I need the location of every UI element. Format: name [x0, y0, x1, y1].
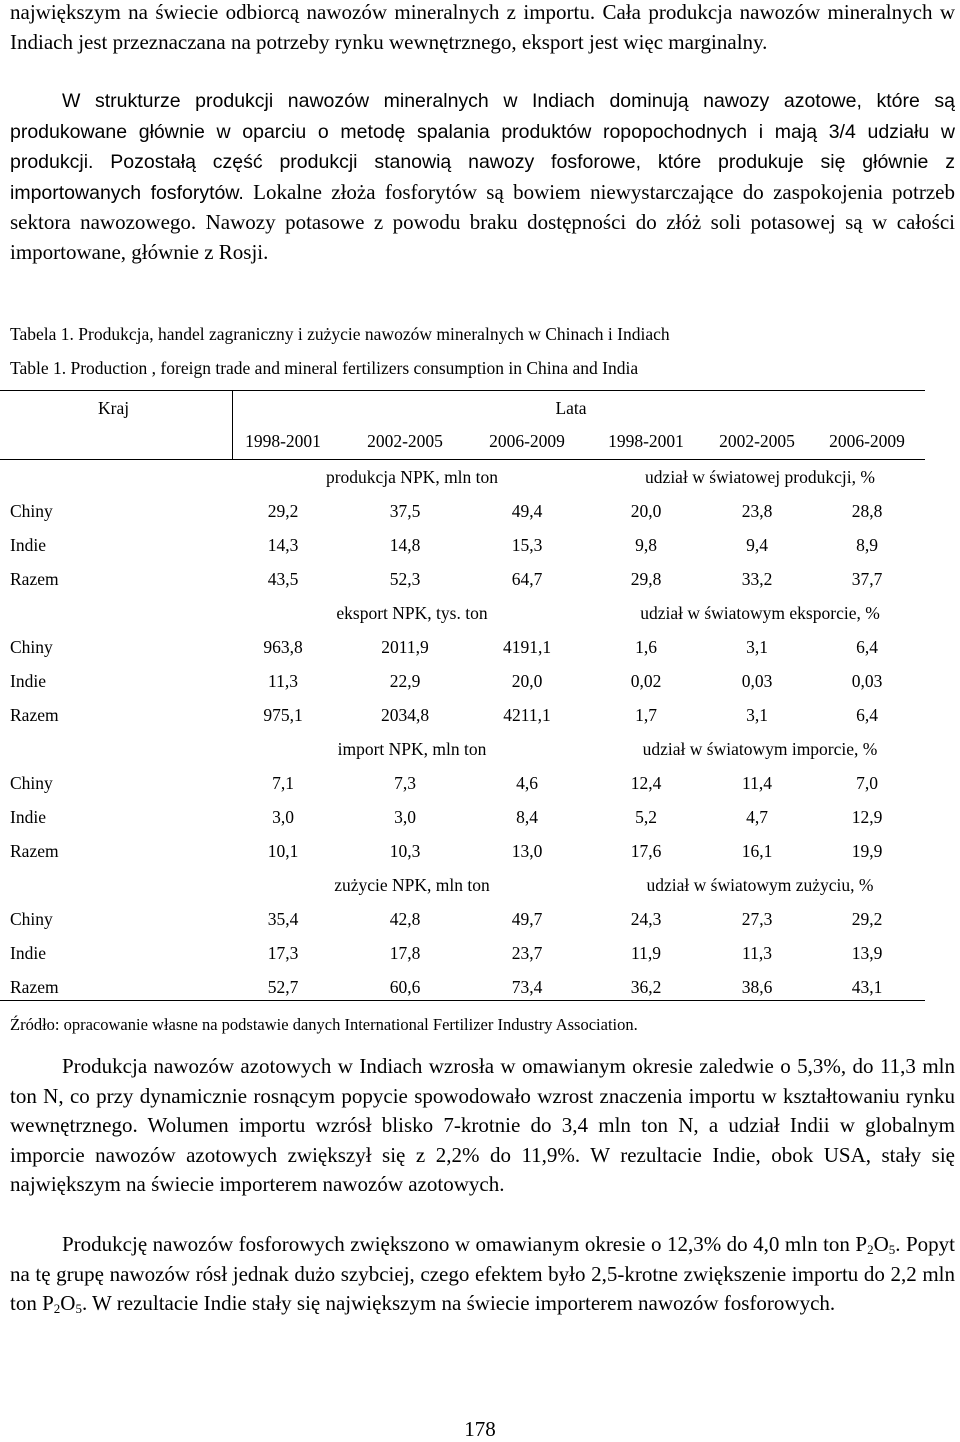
- table-cell: 2034,8: [380, 705, 430, 725]
- table-cell: 10,1: [267, 841, 299, 861]
- phosphorus-text-b: O: [873, 1232, 889, 1256]
- header-kraj: Kraj: [98, 398, 130, 418]
- row-country: Razem: [10, 977, 59, 997]
- table-cell: 23,8: [741, 501, 773, 521]
- header-period: 1998-2001: [608, 431, 684, 451]
- table-cell: 37,7: [851, 569, 883, 589]
- section-label-right: udział w światowym eksporcie, %: [640, 603, 880, 623]
- paragraph-structure-part3: Lokalne złoża fosforytów są bowiem niewystarczające do zaspokojenia potrzeb sektora nawozowego. Nawozy potasowe z powodu braku dostępności do złóż soli potasowej są w całości importowane, głównie z Rosji.: [10, 179, 955, 264]
- header-lata: Lata: [555, 398, 587, 418]
- phosphorus-text-e: . W rezultacie Indie stały się największym na świecie importerem nawozów fosforowych.: [81, 1291, 836, 1315]
- table-cell: 14,8: [389, 535, 421, 555]
- row-country: Indie: [10, 807, 46, 827]
- header-period: 2006-2009: [489, 431, 565, 451]
- row-country: Indie: [10, 671, 46, 691]
- table-column-divider: [232, 390, 233, 459]
- table-cell: 12,4: [630, 773, 662, 793]
- table-cell: 60,6: [389, 977, 421, 997]
- row-country: Chiny: [10, 773, 53, 793]
- table-cell: 17,3: [267, 943, 299, 963]
- table-cell: 35,4: [267, 909, 299, 929]
- table-cell: 963,8: [263, 637, 303, 657]
- table-cell: 0,02: [630, 671, 662, 691]
- subscript: 5: [75, 1301, 82, 1316]
- header-period: 1998-2001: [245, 431, 321, 451]
- table-cell: 14,3: [267, 535, 299, 555]
- paragraph-structure-part2: Pozostałą część produkcji stanowią nawozy fosforowe, które produkuje się głównie z importowanych fosforytów.: [10, 151, 955, 204]
- table-cell: 1,6: [635, 637, 657, 657]
- table-cell: 3,1: [746, 705, 768, 725]
- table-cell: 52,3: [389, 569, 421, 589]
- paragraph-nitrogen: Produkcja nawozów azotowych w Indiach wzrosła w omawianym okresie zaledwie o 5,3%, do 11,3 mln ton N, co przy dynamicznie rosnącym popycie spowodowało wzrost znaczenia importu w kształtowaniu rynku wewnętrznego. Wolumen importu wzrósł blisko 7-krotnie do 3,4 mln ton N, a udział Indii w globalnym imporcie nawozów azotowych zwiększył się z 2,2% do 11,9%. W rezultacie Indie, obok USA, stały się największym na świecie importerem nawozów azotowych.: [10, 1054, 955, 1196]
- phosphorus-text-c: . Popyt na tę grupę nawozów rósł jednak dużo szybciej, czego efektem było 2,5-krotne zwiększenie importu do 2,2 mln ton P: [10, 1232, 956, 1315]
- paragraph-structure: [10, 86, 955, 267]
- table-cell: 1,7: [635, 705, 657, 725]
- table-cell: 17,6: [630, 841, 662, 861]
- table-cell: 28,8: [851, 501, 883, 521]
- table-cell: 9,4: [746, 535, 768, 555]
- table-cell: 0,03: [851, 671, 883, 691]
- table-cell: 11,3: [742, 943, 772, 963]
- header-period: 2006-2009: [829, 431, 905, 451]
- table-cell: 4191,1: [502, 637, 552, 657]
- table-cell: 16,1: [741, 841, 773, 861]
- table-top-rule: [0, 390, 925, 391]
- table-cell: 20,0: [630, 501, 662, 521]
- table-cell: 13,9: [851, 943, 883, 963]
- table-cell: 17,8: [389, 943, 421, 963]
- table-source-note: Źródło: opracowanie własne na podstawie danych International Fertilizer Industry Association.: [10, 1015, 638, 1034]
- table-cell: 27,3: [741, 909, 773, 929]
- subscript: 2: [53, 1301, 61, 1316]
- table-cell: 42,8: [389, 909, 421, 929]
- table-cell: 10,3: [389, 841, 421, 861]
- table-cell: 0,03: [741, 671, 773, 691]
- table-cell: 43,1: [851, 977, 883, 997]
- table-cell: 7,0: [856, 773, 878, 793]
- table-cell: 7,3: [394, 773, 416, 793]
- subscript: 2: [867, 1242, 874, 1257]
- phosphorus-text-a: Produkcję nawozów fosforowych zwiększono w omawianym okresie o 12,3% do 4,0 mln ton P: [62, 1232, 868, 1256]
- table-header-rule: [0, 459, 925, 460]
- table-cell: 22,9: [389, 671, 421, 691]
- section-label-left: eksport NPK, tys. ton: [336, 603, 488, 623]
- table-cell: 4211,1: [503, 705, 551, 725]
- table-cell: 11,4: [742, 773, 772, 793]
- row-country: Razem: [10, 841, 59, 861]
- table-cell: 49,4: [511, 501, 543, 521]
- table-cell: 33,2: [741, 569, 773, 589]
- section-label-right: udział w światowym imporcie, %: [642, 739, 878, 759]
- section-label-left: import NPK, mln ton: [337, 739, 487, 759]
- section-label-left: produkcja NPK, mln ton: [325, 467, 499, 487]
- table-cell: 4,6: [516, 773, 538, 793]
- table-cell: 36,2: [630, 977, 662, 997]
- table-cell: 5,2: [635, 807, 657, 827]
- row-country: Indie: [10, 535, 46, 555]
- paragraph-phosphorus: [10, 1230, 955, 1319]
- table-cell: 20,0: [511, 671, 543, 691]
- table-cell: 64,7: [511, 569, 543, 589]
- table-cell: 29,2: [267, 501, 299, 521]
- table-bottom-rule: [0, 1000, 925, 1001]
- table-cell: 37,5: [389, 501, 421, 521]
- phosphorus-text-d: O: [60, 1291, 76, 1315]
- row-country: Razem: [10, 569, 59, 589]
- table-cell: 15,3: [511, 535, 543, 555]
- table-cell: 3,1: [746, 637, 768, 657]
- table-cell: 6,4: [856, 705, 878, 725]
- table-cell: 29,2: [851, 909, 883, 929]
- table-cell: 38,6: [741, 977, 773, 997]
- table-cell: 975,1: [263, 705, 303, 725]
- table-cell: 3,0: [394, 807, 416, 827]
- table-cell: 12,9: [851, 807, 883, 827]
- table-cell: 4,7: [746, 807, 768, 827]
- paragraph-intro: największym na świecie odbiorcą nawozów mineralnych z importu. Cała produkcja nawozów mineralnych w Indiach jest przeznaczana na potrzeby rynku wewnętrznego, eksport jest więc marginalny.: [10, 0, 955, 54]
- table-cell: 9,8: [635, 535, 657, 555]
- row-country: Chiny: [10, 637, 53, 657]
- table-cell: 7,1: [272, 773, 294, 793]
- table-cell: 49,7: [511, 909, 543, 929]
- table-cell: 8,4: [516, 807, 538, 827]
- table-cell: 2011,9: [381, 637, 429, 657]
- table-cell: 6,4: [856, 637, 878, 657]
- row-country: Razem: [10, 705, 59, 725]
- paragraph-structure-part1: W strukturze produkcji nawozów mineralnych w Indiach dominują nawozy azotowe, które są produkowane głównie w oparciu o metodę spalania produktów ropopochodnych i mają 3/4 udziału w produkcji.: [10, 90, 955, 173]
- table-cell: 24,3: [630, 909, 662, 929]
- table-cell: 73,4: [511, 977, 543, 997]
- table-cell: 11,9: [631, 943, 661, 963]
- table-caption-pl: Tabela 1. Produkcja, handel zagraniczny i zużycie nawozów mineralnych w Chinach i Indiach: [10, 324, 670, 344]
- table-cell: 19,9: [851, 841, 883, 861]
- section-label-left: zużycie NPK, mln ton: [334, 875, 490, 895]
- header-period: 2002-2005: [719, 431, 795, 451]
- table-cell: 29,8: [630, 569, 662, 589]
- table-cell: 8,9: [856, 535, 878, 555]
- page-number: 178: [464, 1417, 496, 1441]
- section-label-right: udział w światowym zużyciu, %: [646, 875, 874, 895]
- table-cell: 43,5: [267, 569, 299, 589]
- table-cell: 23,7: [511, 943, 543, 963]
- row-country: Chiny: [10, 501, 53, 521]
- table-cell: 13,0: [511, 841, 543, 861]
- header-period: 2002-2005: [367, 431, 443, 451]
- table-cell: 52,7: [267, 977, 299, 997]
- table-cell: 3,0: [272, 807, 294, 827]
- section-label-right: udział w światowej produkcji, %: [645, 467, 875, 487]
- table-caption-en: Table 1. Production , foreign trade and mineral fertilizers consumption in China and India: [10, 358, 639, 378]
- table-cell: 11,3: [268, 671, 298, 691]
- subscript: 5: [888, 1242, 896, 1257]
- row-country: Indie: [10, 943, 46, 963]
- row-country: Chiny: [10, 909, 53, 929]
